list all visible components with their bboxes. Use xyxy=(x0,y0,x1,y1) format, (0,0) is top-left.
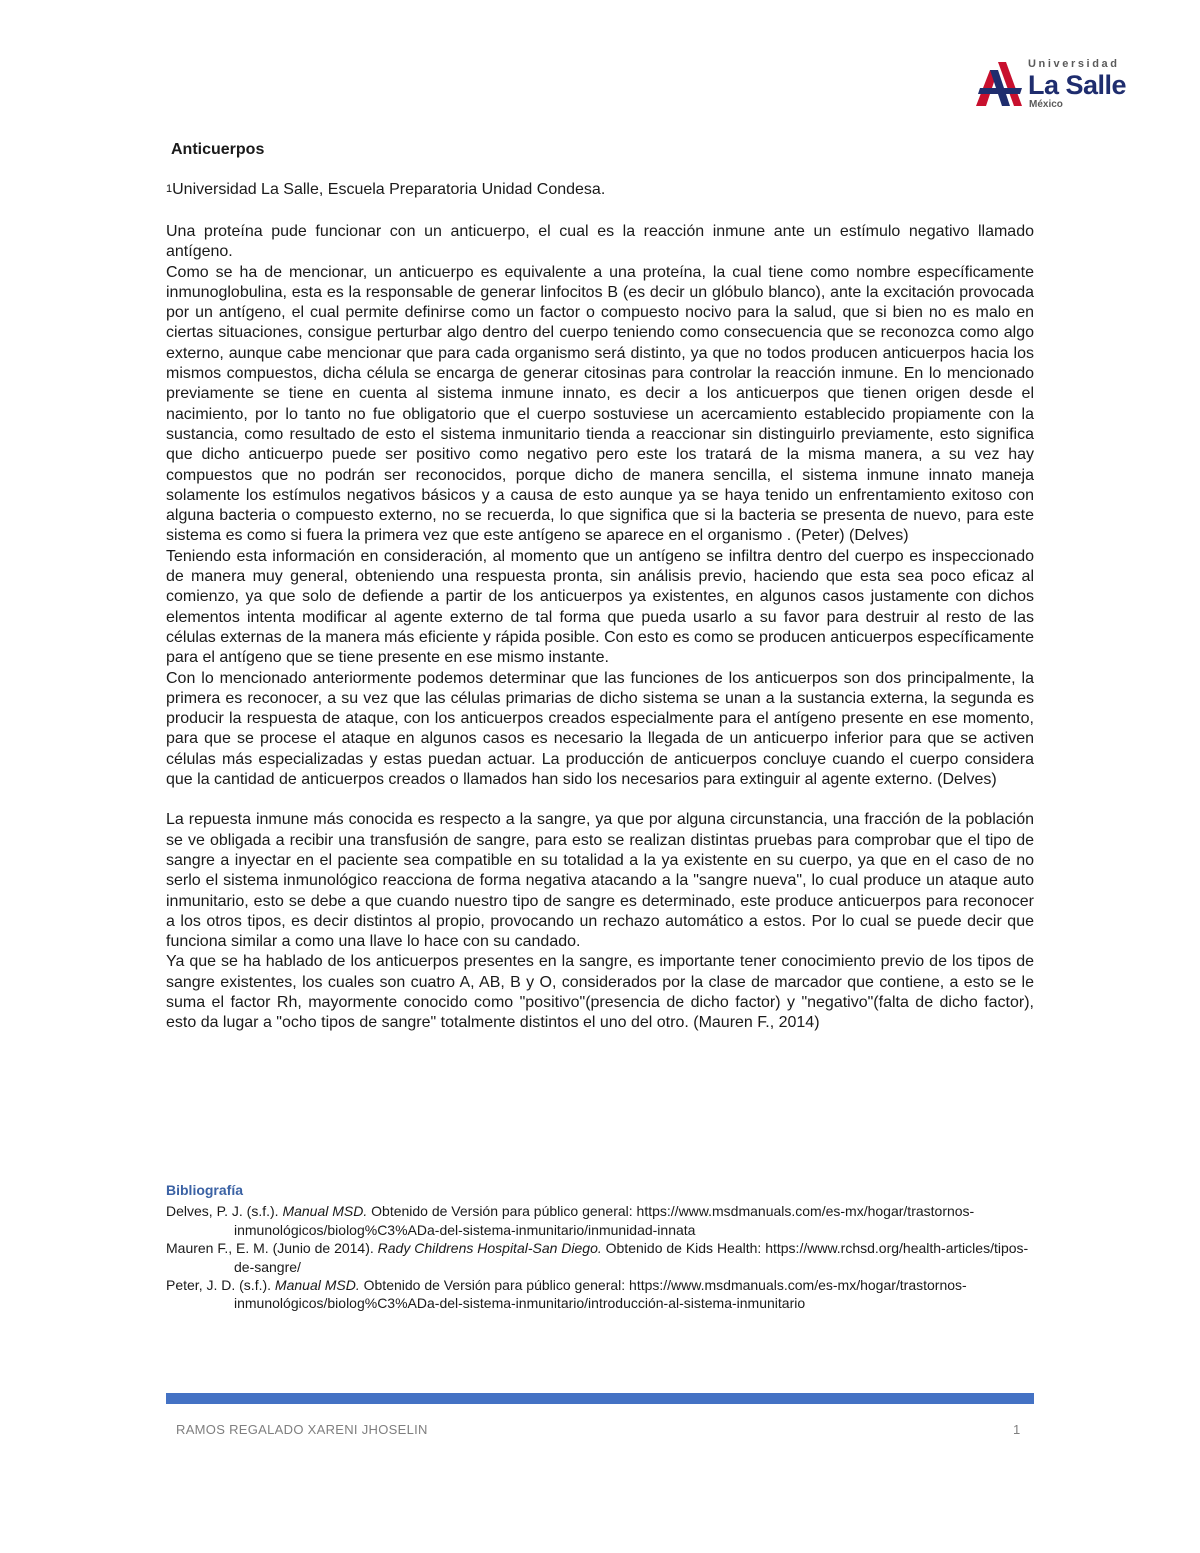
reference-entry xyxy=(166,1202,1046,1239)
la-salle-star-icon xyxy=(976,62,1024,106)
reference-source: Manual MSD. xyxy=(274,1277,360,1294)
reference-source: Rady Childrens Hospital-San Diego. xyxy=(377,1240,602,1257)
logo-line-universidad: Universidad xyxy=(1028,58,1120,70)
reference-author: Peter, J. D. (s.f.). xyxy=(166,1277,275,1294)
footer-author: RAMOS REGALADO XARENI JHOSELIN xyxy=(176,1422,428,1437)
logo-line-mexico: México xyxy=(1029,99,1063,110)
bibliography xyxy=(166,1181,1046,1313)
logo-wordmark xyxy=(1028,58,1126,111)
bibliography-title: Bibliografía xyxy=(166,1182,244,1198)
body-paragraph: Ya que se ha hablado de los anticuerpos presentes en la sangre, es importante tener conocimiento previo de los tipos de sangre existentes, los cuales son cuatro A, AB, B y O, considerados por la clase de marcador que contiene, a esto se le suma el factor Rh, mayormente conocido como "positivo"(presencia de dicho factor) y "negativo"(falta de dicho factor), esto da lugar a "ocho tipos de sangre" totalmente distintos el uno del otro. (Mauren F., 2014) xyxy=(166,953,1034,1032)
reference-author: Mauren F., E. M. (Junio de 2014). xyxy=(166,1240,378,1257)
document-body xyxy=(166,222,1034,1034)
body-paragraph: Como se ha de mencionar, un anticuerpo es equivalente a una proteína, la cual tiene como nombre específicamente inmunoglobulina, esta es la responsable de generar linfocitos B (es decir un glóbulo blanco), ante la excitación provocada por un antígeno, el cual permite definirse como un factor o compuesto nocivo para la salud, que si bien no es malo en ciertas situaciones, consigue perturbar algo dentro del cuerpo teniendo como consecuencia que se reconozca como algo externo, aunque cabe mencionar que para cada organismo será distinto, ya que no todos producen anticuerpos hacia los mismos compuestos, dicha célula se encarga de generar citosinas para controlar la reacción inmune. En lo mencionado previamente se tiene en cuenta al sistema inmune innato, es decir a los anticuerpos que tienen origen desde el nacimiento, por lo tanto no fue obligatorio que el cuerpo sostuviese un acercamiento establecido propiamente con la sustancia, como resultado de esto el sistema inmunitario tienda a reaccionar sin distinguirlo previamente, esto significa que dicho anticuerpo puede ser positivo como negativo pero este los tratará de la misma manera, a su vez hay compuestos que no podrán ser reconocidos, porque dicho de manera sencilla, el sistema inmune innato maneja solamente los estímulos negativos básicos y a causa de esto aunque ya se haya tenido un enfrentamiento exitoso con alguna bacteria o compuesto externo, no se recuerda, lo que significa que si la bacteria se presenta de nuevo, para este sistema es como si fuera la primera vez que este antígeno se aparece en el organismo . (Peter) (Delves) xyxy=(166,263,1034,545)
reference-entry xyxy=(166,1276,1046,1313)
reference-source: Manual MSD. xyxy=(282,1203,368,1220)
reference-author: Delves, P. J. (s.f.). xyxy=(166,1203,283,1220)
affiliation xyxy=(166,180,605,200)
body-paragraph: Una proteína pude funcionar con un anticuerpo, el cual es la reacción inmune ante un estímulo negativo llamado antígeno. xyxy=(166,223,1034,261)
footer-divider-bar xyxy=(166,1393,1034,1404)
reference-details: Obtenido de Versión para público general: https://www.msdmanuals.com/es-mx/hogar/trastornos-inmunológicos/biolog%C3%ADa-del-sistema-inmunitario/introducción-al-sistema-inmunitario xyxy=(234,1277,967,1312)
affiliation-text: Universidad La Salle, Escuela Preparatoria Unidad Condesa. xyxy=(172,181,606,198)
page-number: 1 xyxy=(1013,1422,1021,1437)
university-logo xyxy=(976,58,1138,114)
body-paragraph: La repuesta inmune más conocida es respecto a la sangre, ya que por alguna circunstancia, una fracción de la población se ve obligada a recibir una transfusión de sangre, para esto se realizan distintas pruebas para comprobar que el tipo de sangre a inyectar en el paciente sea compatible en su totalidad a la ya existente en su cuerpo, ya que en el caso de no serlo el sistema inmunológico reacciona de forma negativa atacando a la "sangre nueva", lo cual produce un ataque auto inmunitario, esto se debe a que cuando nuestro tipo de sangre es determinado, este produce anticuerpos para reconocer a los otros tipos, es decir distintos al propio, provocando un rechazo automático a estos. Por lo cual se puede decir que funciona similar a como una llave lo hace con su candado. xyxy=(166,811,1034,951)
reference-details: Obtenido de Kids Health: https://www.rchsd.org/health-articles/tipos-de-sangre/ xyxy=(234,1240,1029,1275)
affiliation-superscript: 1 xyxy=(166,183,173,195)
reference-details: Obtenido de Versión para público general: https://www.msdmanuals.com/es-mx/hogar/trastornos-inmunológicos/biolog%C3%ADa-del-sistema-inmunitario/inmunidad-innata xyxy=(234,1203,975,1238)
logo-line-la-salle: La Salle xyxy=(1028,70,1127,100)
body-paragraph: Teniendo esta información en consideración, al momento que un antígeno se infiltra dentro del cuerpo es inspeccionado de manera muy general, obteniendo una respuesta pronta, sin análisis previo, haciendo que esta sea poco eficaz al comienzo, ya que solo de defiende a partir de los anticuerpos ya existentes, en algunos casos justamente con dichos elementos intenta modificar al agente externo de tal forma que pueda usarlo a su favor para destruir al resto de las células externas de la manera más eficiente y rápida posible. Con esto es como se producen anticuerpos específicamente para el antígeno que se tiene presente en ese mismo instante. xyxy=(166,547,1034,667)
document-title: Anticuerpos xyxy=(171,141,265,158)
body-paragraph: Con lo mencionado anteriormente podemos determinar que las funciones de los anticuerpos son dos principalmente, la primera es reconocer, a su vez que las células primarias de dicho sistema se unan a la sustancia externa, la segunda es producir la respuesta de ataque, con los anticuerpos creados especialmente para el antígeno presente en ese momento, para que se procese el ataque en algunos casos es necesario la llegada de un anticuerpo inferior para que se activen células más especializadas y estas puedan actuar. La producción de anticuerpos concluye cuando el cuerpo considera que la cantidad de anticuerpos creados o llamados han sido los necesarios para extinguir al agente externo. (Delves) xyxy=(166,669,1034,789)
reference-entry xyxy=(166,1239,1046,1276)
